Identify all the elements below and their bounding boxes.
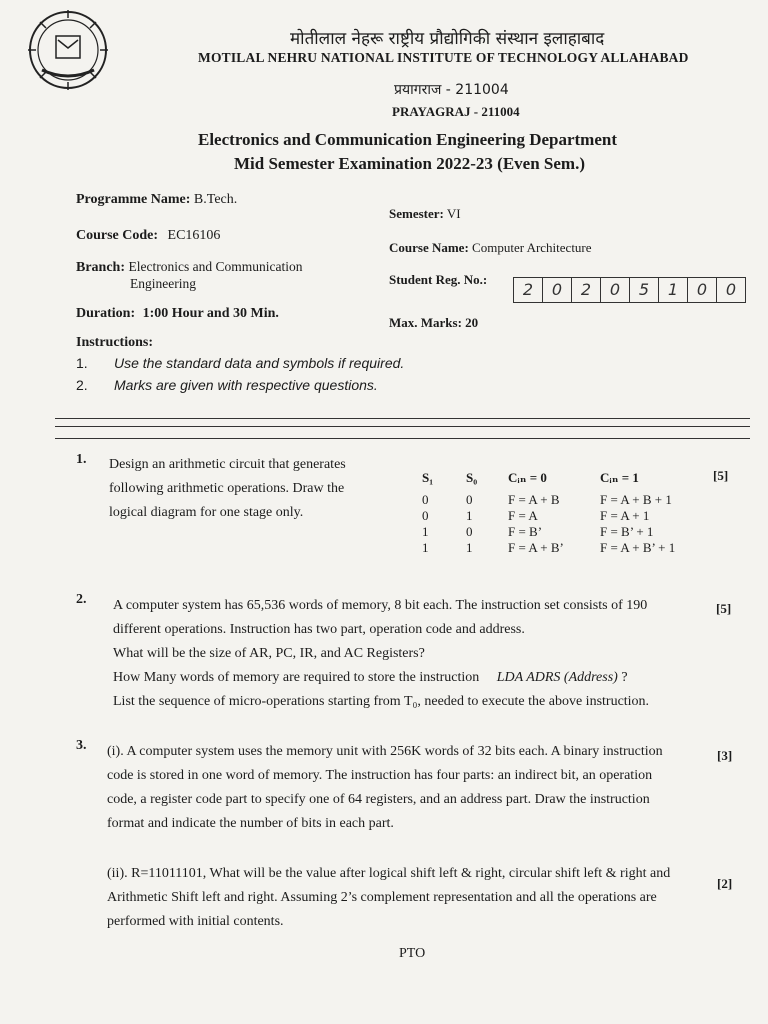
city-hindi: प्रयागराज - 211004: [394, 82, 509, 98]
semester-label: Semester:: [389, 206, 444, 221]
student-reg-label: Student Reg. No.:: [389, 272, 488, 287]
q1-function-table: [422, 470, 683, 556]
department-title: Electronics and Communication Engineering Department: [198, 130, 618, 149]
semester-row: [389, 206, 461, 222]
q2-number: 2.: [76, 592, 87, 607]
divider: [55, 426, 750, 427]
course-code-label: Course Code:: [76, 228, 159, 243]
q3-number: 3.: [76, 738, 87, 753]
q2-text: A computer system has 65,536 words of memory, 8 bit each. The instruction set consists of 190 different operations. Instruction has two part, operation code and address. What will be the size of AR, PC, IR, and AC Registers? How Many words of memory are required to store the instruction LDA ADRS (Address) ? List the sequence of micro-operations starting from T₀, needed to execute the above instruction.: [113, 598, 650, 709]
course-name-value: Computer Architecture: [472, 240, 592, 255]
reg-digit: 1: [659, 278, 688, 302]
instruction-item: 2. Marks are given with respective questions.: [76, 377, 378, 393]
instruction-item: 1. Use the standard data and symbols if required.: [76, 355, 405, 371]
programme-label: Programme Name:: [76, 192, 191, 207]
branch-value-line2: Engineering: [130, 276, 196, 291]
table-row: 1 0 F = B’ F = B’ + 1: [422, 524, 654, 539]
table-header: S₁: [422, 470, 434, 485]
exam-title: Mid Semester Examination 2022-23 (Even Sem.): [234, 154, 585, 173]
q1-marks: [5]: [713, 468, 729, 483]
course-name-label: Course Name:: [389, 240, 469, 255]
table-header: Cᵢₙ = 0: [508, 470, 547, 485]
pto-label: PTO: [399, 946, 426, 961]
reg-digit: 5: [630, 278, 659, 302]
course-code-value: EC16106: [167, 228, 221, 243]
table-row: 0 1 F = A F = A + 1: [422, 508, 650, 523]
programme-value: B.Tech.: [193, 192, 238, 207]
q3-part1-marks: [3]: [717, 748, 733, 763]
q3-part2-text: (ii). R=11011101, What will be the value after logical shift left & right, circular shift left & right and Arithmetic Shift left and right. Assuming 2’s complement representation and all the operations are performed with initial contents.: [107, 866, 671, 929]
reg-digit: 0: [601, 278, 630, 302]
branch-row: [76, 259, 302, 293]
q1-number: 1.: [76, 452, 87, 467]
reg-digit: 2: [514, 278, 543, 302]
table-row: 1 1 F = A + B’ F = A + B’ + 1: [422, 540, 676, 555]
branch-label: Branch:: [76, 260, 125, 275]
programme-row: [76, 192, 237, 208]
reg-digit: 2: [572, 278, 601, 302]
duration-label: Duration:: [76, 306, 136, 321]
student-reg-box[interactable]: [513, 277, 746, 303]
q3-part2-marks: [2]: [717, 876, 733, 891]
duration-value: 1:00 Hour and 30 Min.: [142, 306, 279, 321]
divider: [55, 438, 750, 439]
course-name-row: [389, 240, 592, 256]
branch-value-line1: Electronics and Communication: [128, 259, 303, 274]
q2-instruction: LDA ADRS (Address): [496, 670, 618, 685]
course-code-row: [76, 228, 220, 244]
q2-marks: [5]: [716, 601, 732, 616]
reg-digit: 0: [688, 278, 717, 302]
table-header: Cᵢₙ = 1: [600, 470, 639, 485]
reg-digit: 0: [725, 280, 737, 299]
q3-part1-text: (i). A computer system uses the memory unit with 256K words of 32 bits each. A binary instruction code is stored in one word of memory. The instruction has four parts: an indirect bit, an operation code, a register code part to specify one of 64 registers, and an address part. Draw the instruction format and indicate the number of bits in each part.: [107, 744, 663, 831]
institute-name-hindi: मोतीलाल नेहरू राष्ट्रीय प्रौद्योगिकी संस्थान इलाहाबाद: [290, 29, 605, 49]
institute-logo: [26, 8, 110, 92]
semester-value: VI: [446, 206, 461, 221]
table-row: 0 0 F = A + B F = A + B + 1: [422, 492, 672, 507]
divider: [55, 418, 750, 419]
instructions-title: Instructions:: [76, 335, 154, 350]
duration-row: [76, 306, 279, 322]
institute-name: MOTILAL NEHRU NATIONAL INSTITUTE OF TECHNOLOGY ALLAHABAD: [198, 50, 689, 65]
city-name: PRAYAGRAJ - 211004: [392, 104, 520, 119]
q1-text: Design an arithmetic circuit that generates following arithmetic operations. Draw the logical diagram for one stage only.: [109, 457, 346, 520]
reg-digit: 0: [543, 278, 572, 302]
max-marks: Max. Marks: 20: [389, 315, 479, 330]
instructions-list: [76, 352, 404, 396]
table-header: S₀: [466, 470, 478, 485]
